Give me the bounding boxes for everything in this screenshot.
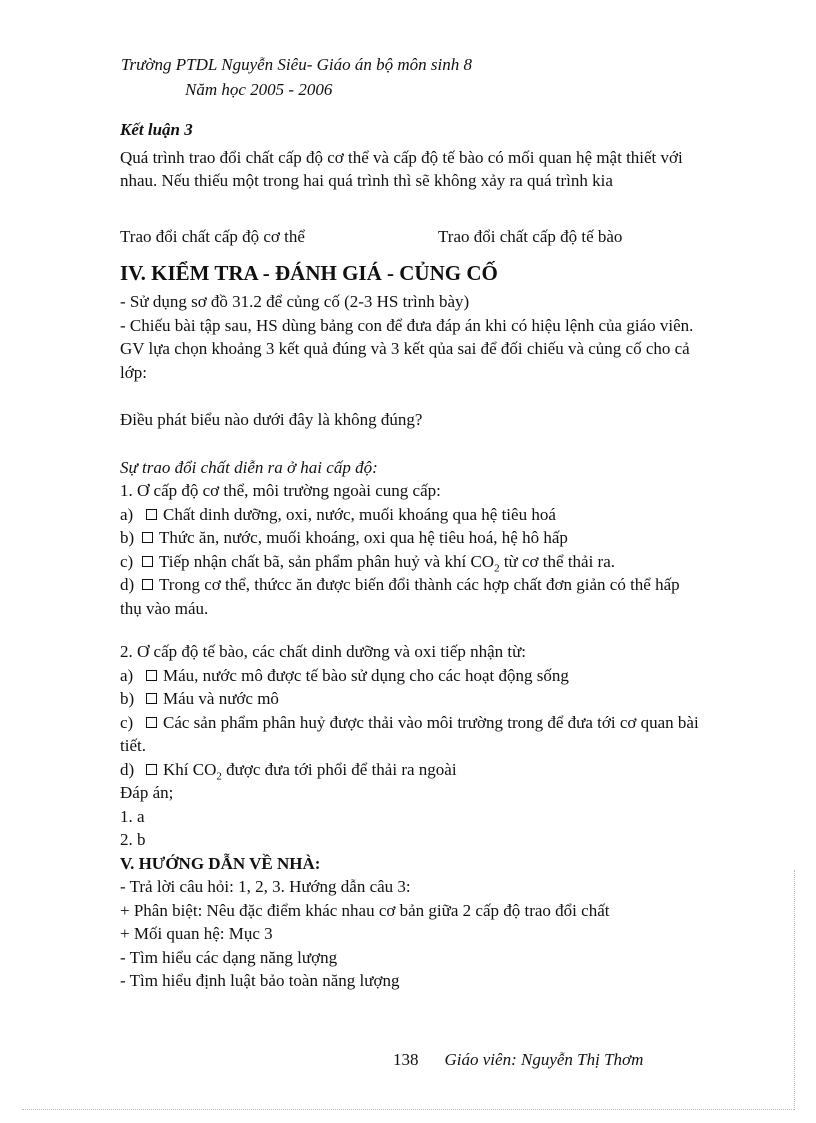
q2-option-b xyxy=(120,687,700,711)
q1-c-text-pre: Tiếp nhận chất bã, sản phẩm phân huỷ và khí CO xyxy=(159,551,495,571)
q2-option-c xyxy=(120,711,700,758)
q1-option-a xyxy=(120,503,700,527)
q2-a-label: a) xyxy=(120,665,134,685)
document-body xyxy=(120,118,700,993)
q2-option-d xyxy=(120,758,700,782)
section4-intro: Sự trao đổi chất diễn ra ở hai cấp độ: xyxy=(120,457,378,477)
q1-d-label: d) xyxy=(120,575,135,594)
q2-d-sub: 2 xyxy=(216,769,222,782)
footer-teacher: Giáo viên: Nguyễn Thị Thơm xyxy=(444,1050,644,1069)
q2-d-label: d) xyxy=(120,759,135,779)
q1-a-text: Chất dinh dưỡng, oxi, nước, muối khoáng qua hệ tiêu hoá xyxy=(163,504,556,524)
q2-d-text-pre: Khí CO xyxy=(163,759,217,779)
section5-item: - Trả lời câu hỏi: 1, 2, 3. Hướng dẫn câu 3: xyxy=(120,877,411,896)
q2-c-label: c) xyxy=(120,712,134,732)
diagram-label-right: Trao đổi chất cấp độ tế bào xyxy=(438,226,623,246)
q2-b-text: Máu và nước mô xyxy=(163,689,279,708)
page-border-bottom xyxy=(22,1109,794,1110)
checkbox-icon[interactable] xyxy=(142,579,153,590)
page-number: 138 xyxy=(393,1050,419,1069)
section4-title: IV. KIỂM TRA - ĐÁNH GIÁ - CỦNG CỐ xyxy=(120,261,498,285)
q1-b-label: b) xyxy=(120,528,135,547)
header-year: Năm học 2005 - 2006 xyxy=(185,80,333,99)
q2-c-text: Các sản phẩm phân huỷ được thải vào môi trường trong để đưa tới cơ quan bài tiết. xyxy=(120,712,699,755)
q2-b-label: b) xyxy=(120,689,135,708)
header-school: Trường PTDL Nguyễn Siêu- Giáo án bộ môn sinh 8 xyxy=(121,55,472,74)
checkbox-icon[interactable] xyxy=(142,532,153,543)
page-border-right xyxy=(794,870,795,1110)
q2-a-text: Máu, nước mô được tế bào sử dụng cho các hoạt động sống xyxy=(163,665,569,685)
section4-question: Điều phát biểu nào dưới đây là không đúng? xyxy=(120,410,423,429)
q1-b-text: Thức ăn, nước, muối khoáng, oxi qua hệ tiêu hoá, hệ hô hấp xyxy=(159,528,568,547)
q1-c-label: c) xyxy=(120,551,134,571)
q1-c-text-post: từ cơ thể thải ra. xyxy=(499,551,616,571)
q2-d-text-post: được đưa tới phổi để thải ra ngoài xyxy=(221,759,457,779)
q1-stem: 1. Ơ cấp độ cơ thể, môi trường ngoài cung cấp: xyxy=(120,481,441,500)
checkbox-icon[interactable] xyxy=(146,717,157,728)
section5-item: + Phân biệt: Nêu đặc điểm khác nhau cơ bản giữa 2 cấp độ trao đổi chất xyxy=(120,900,610,920)
checkbox-icon[interactable] xyxy=(142,556,153,567)
checkbox-icon[interactable] xyxy=(146,764,157,775)
q1-a-label: a) xyxy=(120,504,134,524)
diagram-label-left: Trao đổi chất cấp độ cơ thể xyxy=(120,226,305,246)
checkbox-icon[interactable] xyxy=(146,509,157,520)
section5-item: - Tìm hiểu các dạng năng lượng xyxy=(120,947,338,967)
page-footer xyxy=(393,1050,643,1070)
answer-2: 2. b xyxy=(120,830,146,849)
answer-1: 1. a xyxy=(120,806,145,826)
checkbox-icon[interactable] xyxy=(146,670,157,681)
conclusion-heading: Kết luận 3 xyxy=(120,120,193,139)
section4-line1: - Sử dụng sơ đồ 31.2 để củng cố (2-3 HS trình bày) xyxy=(120,292,470,311)
conclusion-text: Quá trình trao đổi chất cấp độ cơ thể và cấp độ tế bào có mối quan hệ mật thiết với nhau. Nếu thiếu một trong hai quá trình thì sẽ không xảy ra quá trình kia xyxy=(120,147,683,190)
q2-option-a xyxy=(120,664,700,688)
page-header xyxy=(121,52,472,102)
q1-option-b xyxy=(120,526,700,550)
section5-item: + Mối quan hệ: Mục 3 xyxy=(120,924,273,943)
section5-title: V. HƯỚNG DẪN VỀ NHÀ: xyxy=(120,853,321,873)
checkbox-icon[interactable] xyxy=(146,693,157,704)
q1-d-text: Trong cơ thể, thứcc ăn được biến đổi thành các hợp chất đơn giản có thể hấp thụ vào máu. xyxy=(120,575,680,618)
q2-stem: 2. Ơ cấp độ tế bào, các chất dinh dưỡng và oxi tiếp nhận từ: xyxy=(120,642,527,661)
diagram-labels xyxy=(120,225,700,249)
section4-line2: - Chiếu bài tập sau, HS dùng bảng con để đưa đáp án khi có hiệu lệnh của giáo viên. GV lựa chọn khoảng 3 kết quả đúng và 3 kết qủa sai để đối chiếu và củng cố cho cả lớp: xyxy=(120,315,694,382)
q1-c-sub: 2 xyxy=(494,561,500,574)
answers-title: Đáp án; xyxy=(120,783,174,802)
q1-option-d xyxy=(120,573,700,620)
q1-option-c xyxy=(120,550,700,574)
section5-item: - Tìm hiểu định luật bảo toàn năng lượng xyxy=(120,971,400,990)
